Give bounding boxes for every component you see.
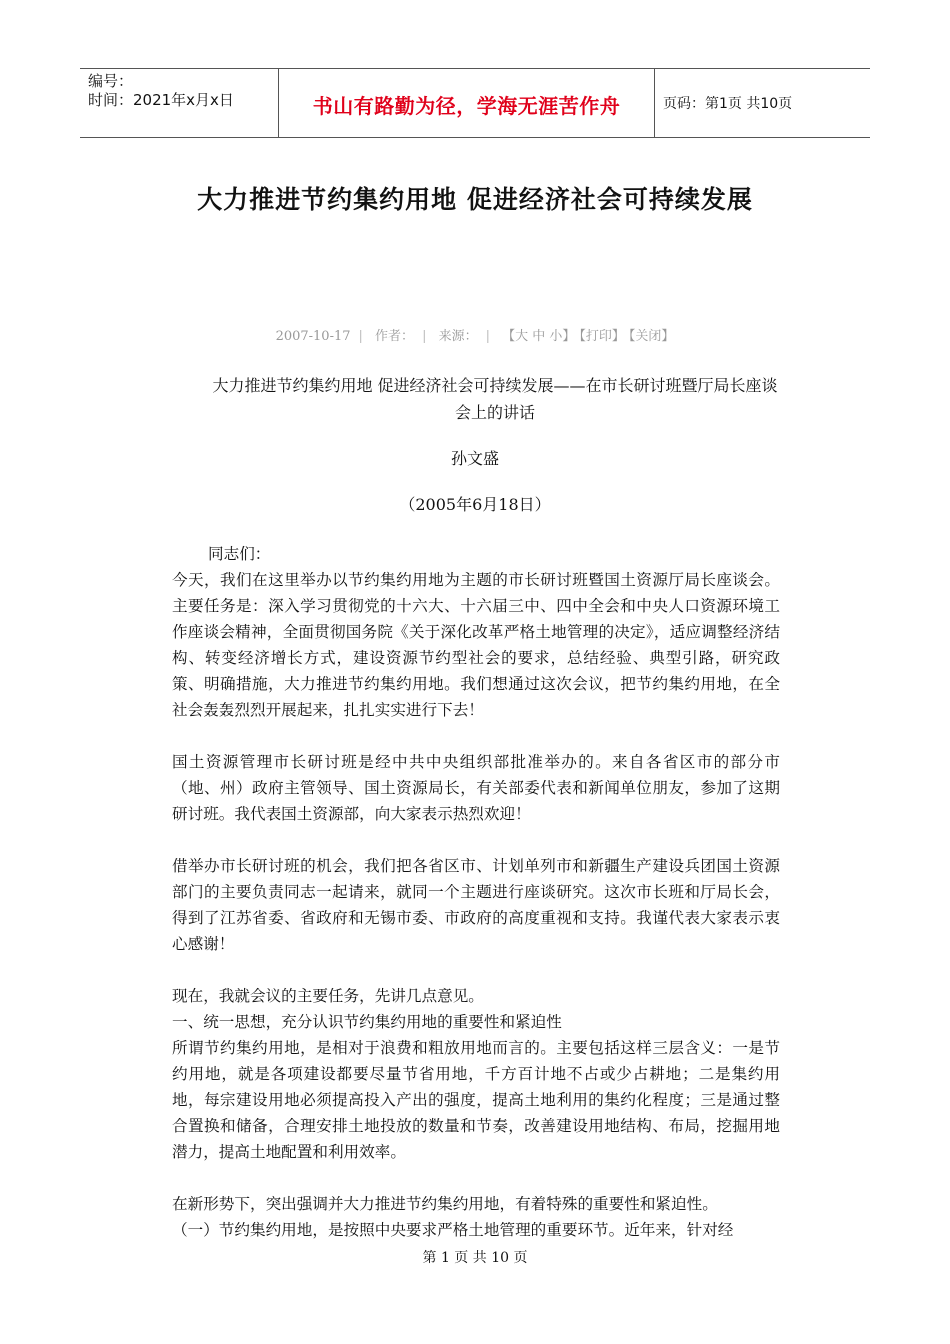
header-meta-cell [80,69,279,137]
speech-date: （2005年6月18日） [399,495,551,514]
meta-author: 作者： [375,329,415,344]
meta-date: 2007-10-17 [275,329,351,344]
speech-subtitle: 大力推进节约集约用地 促进经济社会可持续发展——在市长研讨班暨厅局长座谈会上的讲话 [212,376,778,422]
paragraph: 今天，我们在这里举办以节约集约用地为主题的市长研讨班暨国土资源厅局长座谈会。主要任务是：深入学习贯彻党的十六大、十六届三中、四中全会和中央人口资源环境工作座谈会精神，全面贯彻国务院《关于深化改革严格土地管理的决定》，适应调整经济结构、转变经济增长方式，建设资源节约型社会的要求，总结经验、典型引路，研究政策、明确措施，大力推进节约集约用地。我们想通过这次会议，把节约集约用地，在全社会轰轰烈烈开展起来，扎扎实实进行下去！ [172,571,780,719]
speech-author: 孙文盛 [450,449,499,468]
close-link[interactable]: 【关闭】 [628,329,675,344]
greeting: 同志们： [208,545,271,563]
article-body [172,541,780,1243]
page-title: 大力推进节约集约用地 促进经济社会可持续发展 [197,185,753,214]
font-size-controls[interactable]: 【大 中 小】 [502,329,576,344]
header-page-info: 页码：第1页 共10页 [663,96,793,112]
paragraph: 现在，我就会议的主要任务，先讲几点意见。 [172,987,484,1005]
number-label: 编号： [88,72,134,90]
paragraph: 所谓节约集约用地，是相对于浪费和粗放用地而言的。主要包括这样三层含义：一是节约用地，就是各项建设都要尽量节省用地，千方百计地不占或少占耕地；二是集约用地，每宗建设用地必须提高投入产出的强度，提高土地利用的集约化程度；三是通过整合置换和储备，合理安排土地投放的数量和节奏，改善建设用地结构、布局，挖掘用地潜力，提高土地配置和利用效率。 [172,1039,780,1161]
header-motto: 书山有路勤为径，学海无涯苦作舟 [279,69,655,137]
paragraph: 国土资源管理市长研讨班是经中共中央组织部批准举办的。来自各省区市的部分市（地、州）政府主管领导、国土资源局长，有关部委代表和新闻单位朋友，参加了这期研讨班。我代表国土资源部，向大家表示热烈欢迎！ [172,753,780,823]
document-header [80,68,870,138]
paragraph: （一）节约集约用地，是按照中央要求严格土地管理的重要环节。近年来，针对经 [172,1221,734,1239]
time-label: 时间：2021年x月x日 [88,91,234,109]
print-link[interactable]: 【打印】 [579,329,625,344]
page-footer: 第 1 页 共 10 页 [422,1250,528,1266]
article-meta: 2007-10-17 | 作者： | 来源： | 【大 中 小】 【打印】 【关闭】 [275,329,675,344]
section-heading: 一、统一思想，充分认识节约集约用地的重要性和紧迫性 [172,1013,562,1031]
paragraph: 在新形势下，突出强调并大力推进节约集约用地，有着特殊的重要性和紧迫性。 [172,1195,718,1213]
meta-source: 来源： [438,329,478,344]
paragraph: 借举办市长研讨班的机会，我们把各省区市、计划单列市和新疆生产建设兵团国土资源部门的主要负责同志一起请来，就同一个主题进行座谈研究。这次市长班和厅局长会，得到了江苏省委、省政府和无锡市委、市政府的高度重视和支持。我谨代表大家表示衷心感谢！ [172,857,780,953]
